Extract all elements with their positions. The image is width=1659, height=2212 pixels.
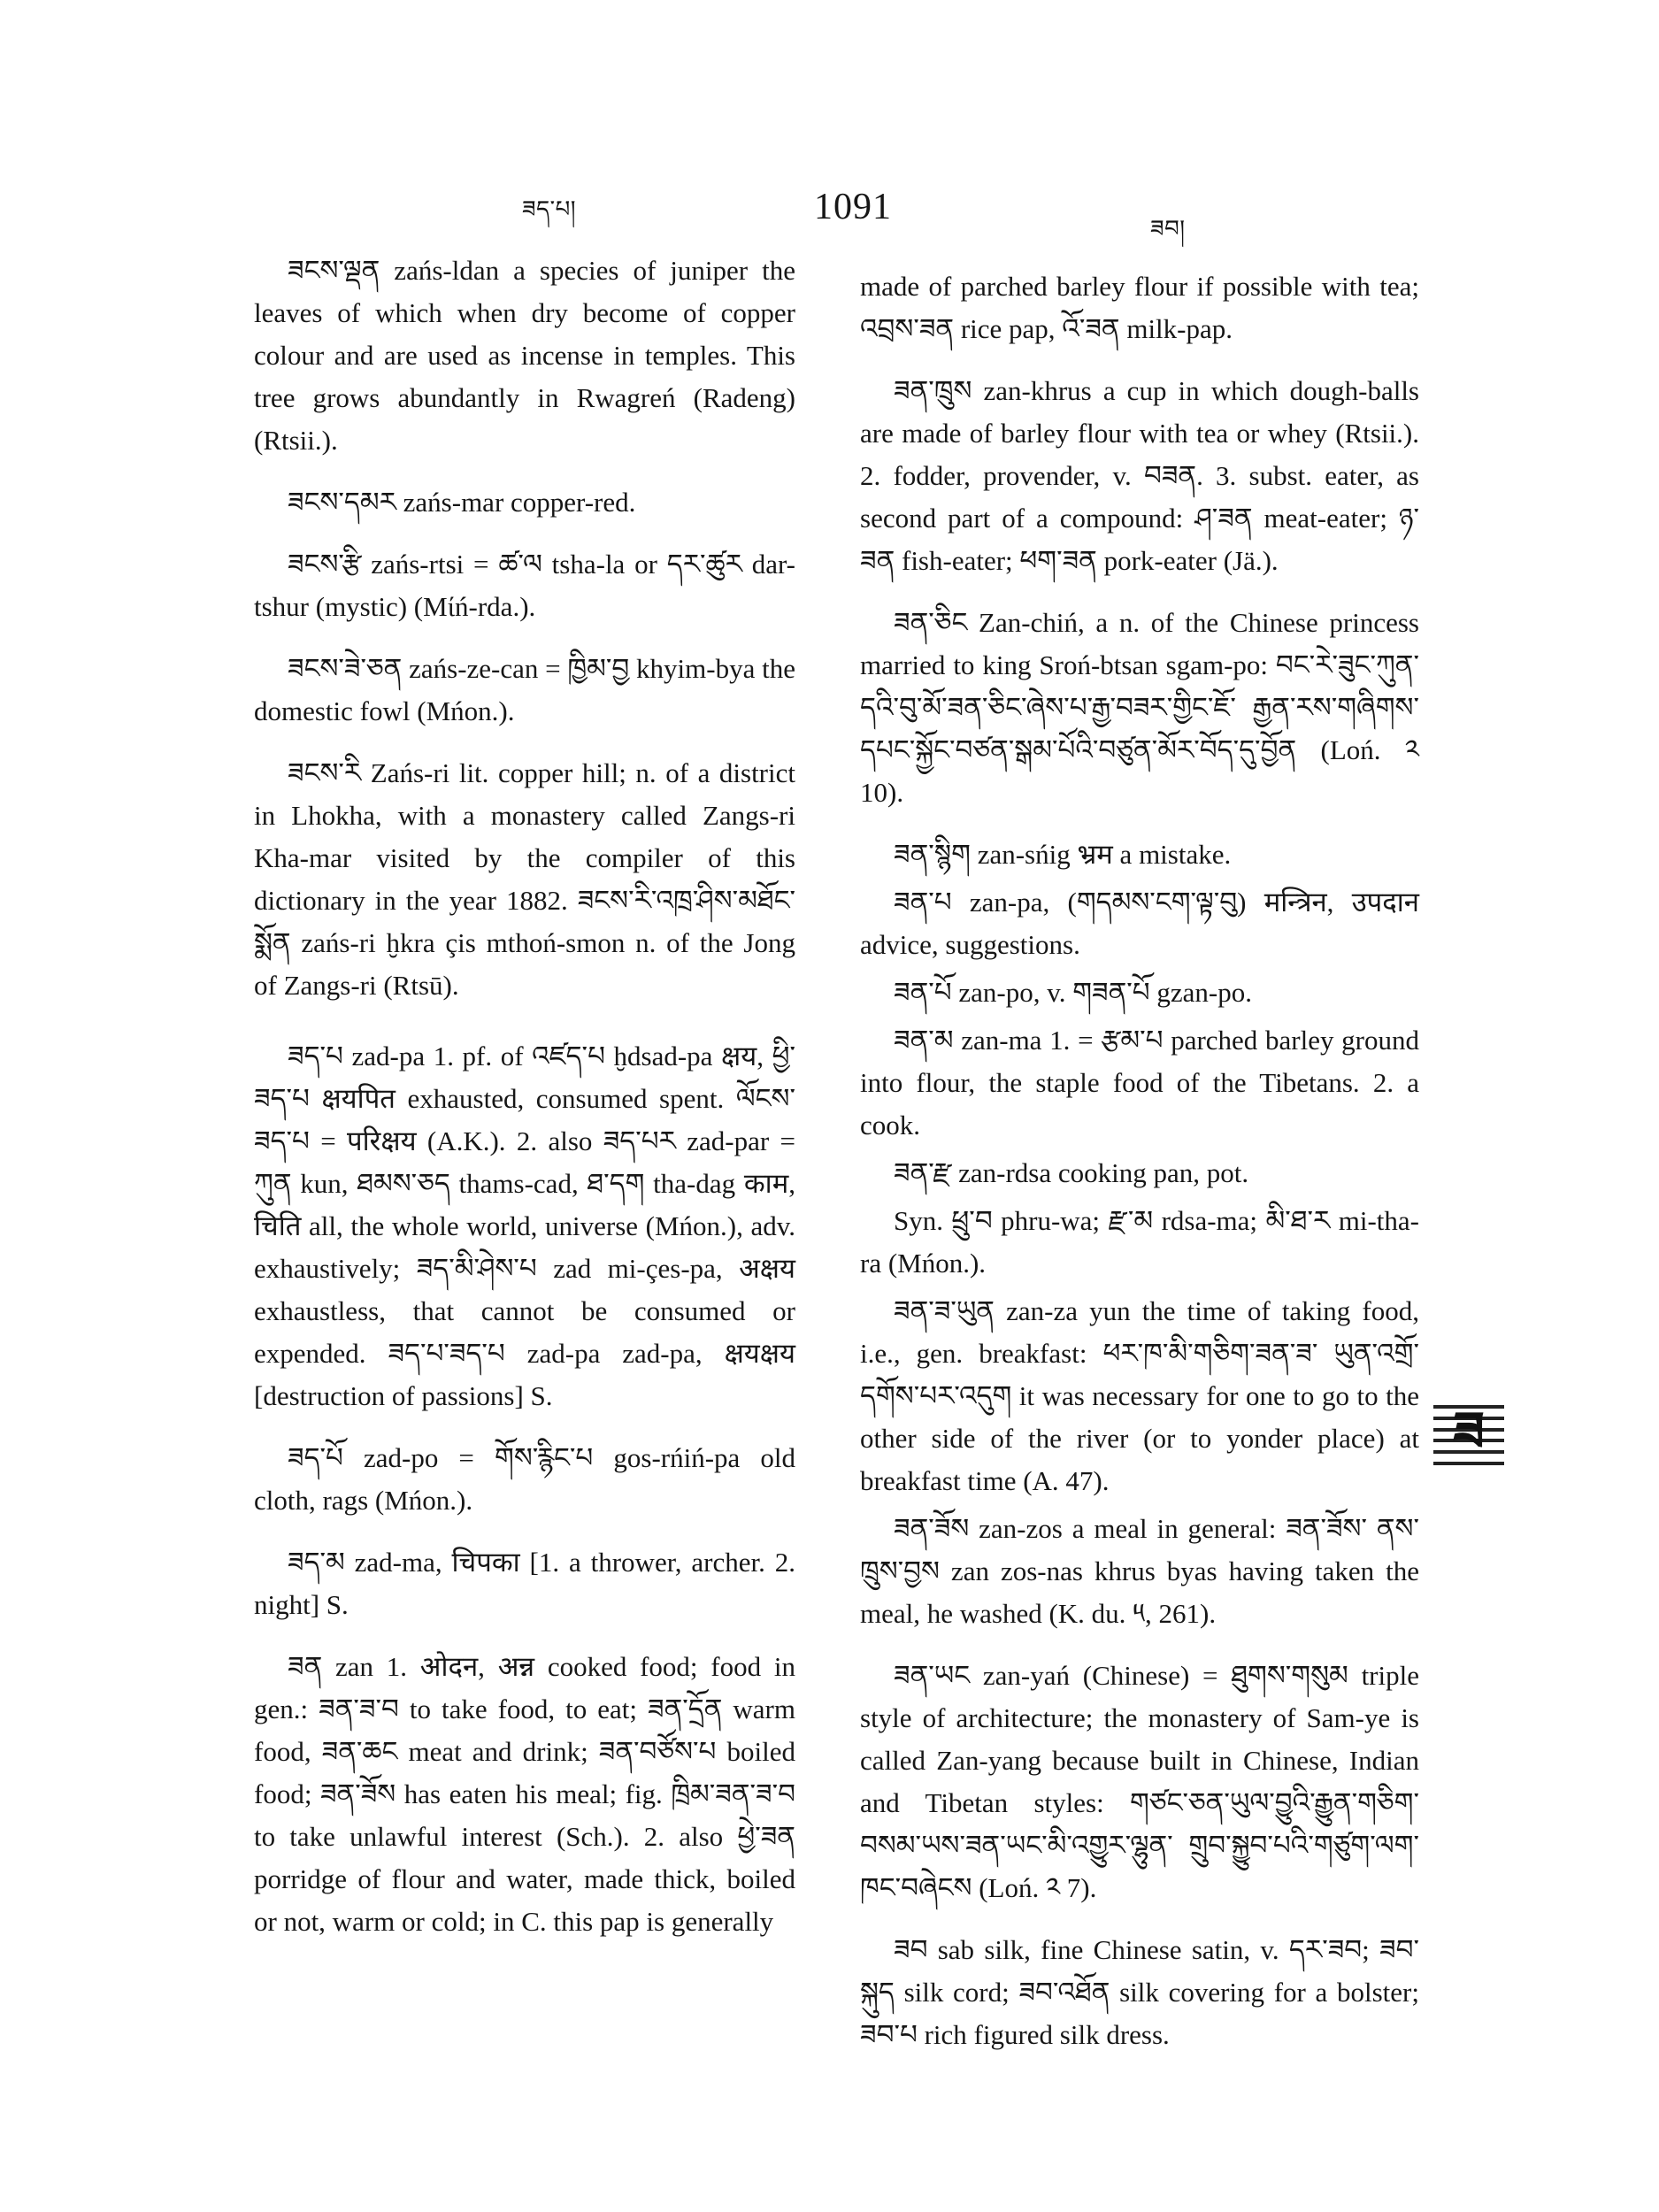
page-number: 1091	[814, 187, 892, 227]
entry-zan-snig: ཟན་སྙིག zan-sńig भ्रम a mistake.	[894, 839, 1232, 870]
entry-zan-ching: ཟན་ཅིང Zan-chiń, a n. of the Chinese princess married to king Sroń-btsan sgam-po: བང་རེ་ཟུང་ཀུན་དའི་བུ་མོ་ཟན་ཅིང་ཞེས་པ་རྒྱ་བཟར་གྱིང་ཇོ་ རྒྱན་རས་གཞིགས་དཔང་སྐྱོང་བཙན་སྒམ་པོའི་བཙུན་མོར་བོད་དུ་བྱོན (Loń. ༢ 10).	[860, 607, 1419, 808]
entry-zan-ma: ཟན་མ zan-ma 1. = རྩམ་པ parched barley ground into flour, the staple food of the Tibetans. 2. a cook.	[860, 1025, 1419, 1141]
entry-zan-zos: ཟན་ཟོས zan-zos a meal in general: ཟན་ཟོས་ ནས་ཁྲུས་བྱས zan zos-nas khrus byas having taken the meal, he washed (K. du. ༥, 261).	[860, 1513, 1419, 1629]
entry-zangs-ri: ཟངས་རི Zańs-ri lit. copper hill; n. of a district in Lhokha, with a monastery called Zangs-ri Kha-mar visited by the compiler of this dictionary in the year 1882. ཟངས་རི་འཁྲ་ཤིས་མཐོང་སྨོན zańs-ri ḫkra çis mthoń-smon n. of the Jong of Zangs-ri (Rtsū).	[254, 757, 795, 1001]
entry-zangs-rtsi: ཟངས་རྩི zańs-rtsi = ཚ་ལ tsha-la or དར་ཚུར dar-tshur (mystic) (Mίń-rda.).	[254, 549, 795, 622]
entry-zan-continued: made of parched barley flour if possible with tea; འབྲས་ཟན rice pap, འོ་ཟན milk-pap.	[860, 271, 1419, 344]
entry-zangs-ze-can: ཟངས་ཟེ་ཅན zańs-ze-can = ཁྱིམ་བྱ khyim-bya the domestic fowl (Mńon.).	[254, 653, 795, 726]
entry-zad-po: ཟད་པོ zad-po = གོས་རྙིང་པ gos-rńiń-pa old cloth, rags (Mńon.).	[254, 1442, 795, 1516]
left-column	[254, 250, 795, 1962]
entry-zan-za-yun: ཟན་ཟ་ཡུན zan-za yun the time of taking food, i.e., gen. breakfast: ཕར་ཁ་མི་གཅིག་ཟན་ཟ་ ཡུན་འགྲོ་དགོས་པར་འདུག it was necessary for one to go to the other side of the river (or to yonder place) at breakfast time (A. 47).	[860, 1295, 1419, 1496]
right-column	[860, 265, 1419, 2076]
entry-zad-pa: ཟད་པ zad-pa 1. pf. of འཛད་པ ḫdsad-pa क्षय, ཕྱི་ཟད་པ क्षयपित exhausted, consumed spent. ལོངས་ཟད་པ = परिक्षय (A.K.). 2. also ཟད་པར zad-par = ཀུན kun, ཐམས་ཅད thams-cad, ཐ་དག tha-dag काम, चिति all, the whole world, universe (Mńon.), adv. exhaustively; ཟད་མི་ཤེས་པ zad mi-çes-pa, अक्षय exhaustless, that cannot be consumed or expended. ཟད་པ་ཟད་པ zad-pa zad-pa, क्षयक्षय [destruction of passions] S.	[254, 1041, 795, 1411]
entry-zan-pa: ཟན་པ zan-pa, (གདམས་ངག་ལྟ་བུ) मन्त्रिन, उपदान advice, suggestions.	[860, 887, 1419, 960]
entry-zan: ཟན zan 1. ओदन, अन्न cooked food; food in gen.: ཟན་ཟ་བ to take food, to eat; ཟན་དྲོན warm food, ཟན་ཆང meat and drink; ཟན་བཙོས་པ boiled food; ཟན་ཟོས has eaten his meal; fig. ཁྲིམ་ཟན་ཟ་བ to take unlawful interest (Sch.). 2. also ཕྱེ་ཟན porridge of flour and water, made thick, boiled or not, warm or cold; in C. this pap is generally	[254, 1651, 795, 1937]
entry-zan-rdsa: ཟན་རྫ zan-rdsa cooking pan, pot.	[894, 1157, 1249, 1188]
running-head-left: ཟད་པ།	[522, 196, 577, 222]
entry-sab: ཟབ sab silk, fine Chinese satin, v. དར་ཟབ; ཟབ་སྐུད silk cord; ཟབ་འཐོན silk covering for a bolster; ཟབ་པ rich figured silk dress.	[860, 1934, 1419, 2050]
entry-zan-po: ཟན་པོ zan-po, v. གཟན་པོ gzan-po.	[894, 977, 1252, 1008]
entry-zan-khrus: ཟན་ཁྲུས zan-khrus a cup in which dough-balls are made of barley flour with tea or whey (Rtsii.). 2. fodder, provender, v. བཟན. 3. subst. eater, as second part of a compound: ཤ་ཟན meat-eater; ཉ་ཟན fish-eater; ཕག་ཟན pork-eater (Jä.).	[860, 375, 1419, 576]
entry-synonyms: Syn. ཕྲུ་བ phru-wa; རྫ་མ rdsa-ma; མི་ཐ་ར mi-tha-ra (Mńon.).	[860, 1205, 1419, 1279]
thumb-index-letter: ཟ	[1453, 1402, 1485, 1461]
entry-zan-yang: ཟན་ཡང zan-yań (Chinese) = ཐུགས་གསུམ triple style of architecture; the monastery of Sam-ye is called Zan-yang because built in Chinese, Indian and Tibetan styles: གཙང་ཅན་ཡུལ་བྱུའི་རྒྱུན་གཅིག་བསམ་ཡས་ཟན་ཡང་མི་འགྱུར་ལྷུན་ གྲུབ་སྐྱུབ་པའི་གཙུག་ལག་ཁང་བཞེངས (Loń. ༢ 7).	[860, 1660, 1419, 1903]
entry-zangs-mar: ཟངས་དམར zańs-mar copper-red.	[288, 487, 636, 518]
entry-zangs-ldan: ཟངས་ལྡན zańs-ldan a species of juniper the leaves of which when dry become of copper colour and are used as incense in temples. This tree grows abundantly in Rwagreń (Radeng) (Rtsii.).	[254, 255, 795, 456]
running-head-right: ཟབ།	[1150, 216, 1186, 242]
entry-zad-ma: ཟད་མ zad-ma, चिपका [1. a thrower, archer. 2. night] S.	[254, 1547, 795, 1620]
